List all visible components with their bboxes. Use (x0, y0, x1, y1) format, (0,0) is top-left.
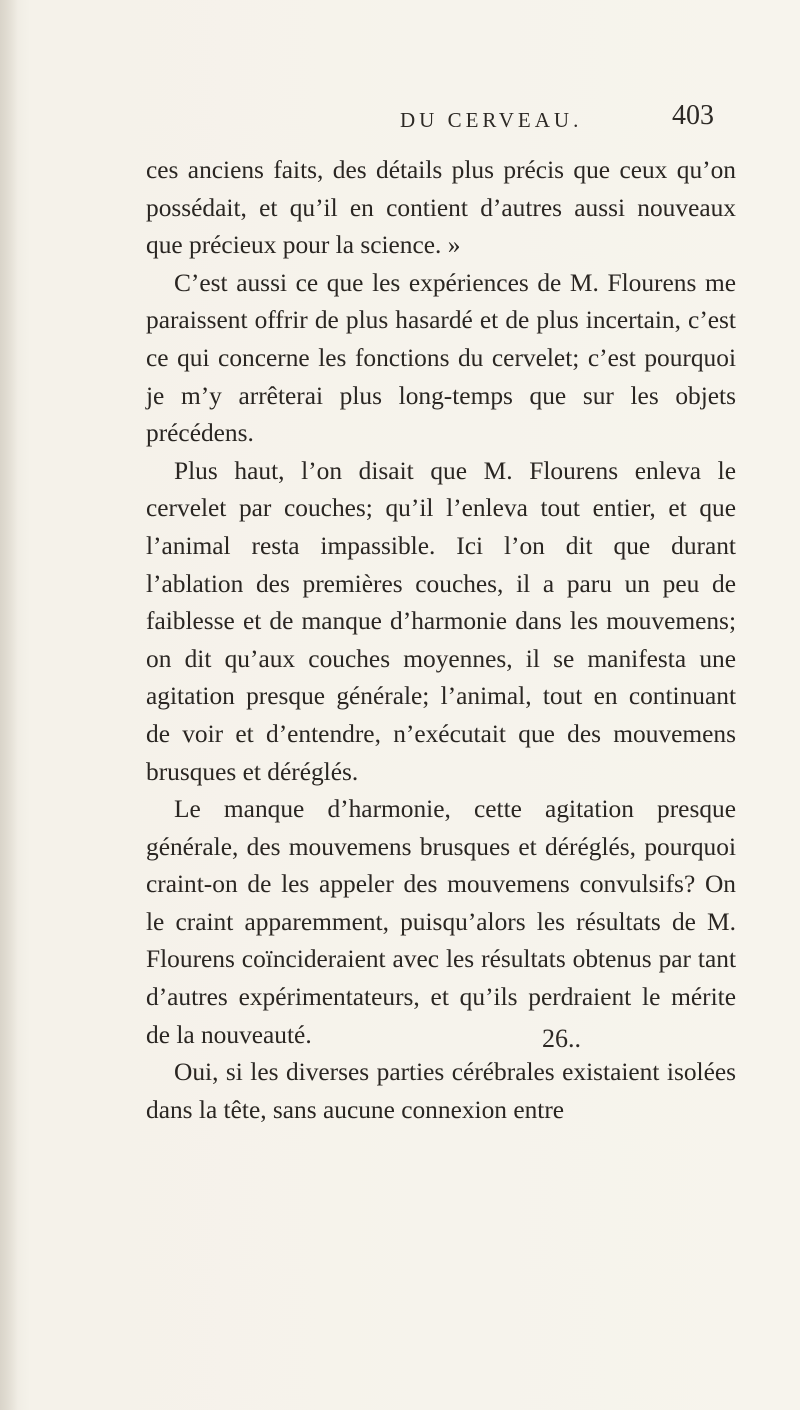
body-text (146, 152, 736, 1129)
paragraph: Oui, si les diverses parties cérébrales existaient isolées dans la tête, sans aucune connexion entre (146, 1058, 736, 1124)
paragraph: Plus haut, l’on disait que M. Flourens enleva le cervelet par couches; qu’il l’enleva tout entier, et que l’animal resta impassible. Ici l’on dit que durant l’ablation des premières couches, il a paru un peu de faiblesse et de manque d’harmonie dans les mouvemens; on dit qu’aux couches moyennes, il se manifesta une agitation presque générale; l’animal, tout en continuant de voir et d’entendre, n’exécutait que des mouvemens brusques et déréglés. (146, 456, 736, 786)
spine-shadow (0, 0, 18, 1410)
paragraph: Le manque d’harmonie, cette agitation presque générale, des mouvemens brusques et déréglés, pourquoi craint-on de les appeler des mouvemens convulsifs? On le craint apparemment, puisqu’alors les résultats de M. Flourens coïncideraient avec les résultats obtenus par tant d’autres expérimentateurs, et qu’ils perdraient le mérite de la nouveauté. (146, 795, 736, 1049)
running-head: DU CERVEAU. (400, 108, 583, 132)
paragraph: C’est aussi ce que les expériences de M. Flourens me paraissent offrir de plus hasardé et de plus incertain, c’est ce qui concerne les fonctions du cervelet; c’est pourquoi je m’y arrêterai plus long-temps que sur les objets précédens. (146, 268, 736, 448)
signature-mark: 26.. (542, 1024, 581, 1053)
page-number: 403 (672, 100, 714, 131)
paragraph: ces anciens faits, des détails plus précis que ceux qu’on possédait, et qu’il en contient d’autres aussi nouveaux que précieux pour la science. » (146, 156, 736, 260)
